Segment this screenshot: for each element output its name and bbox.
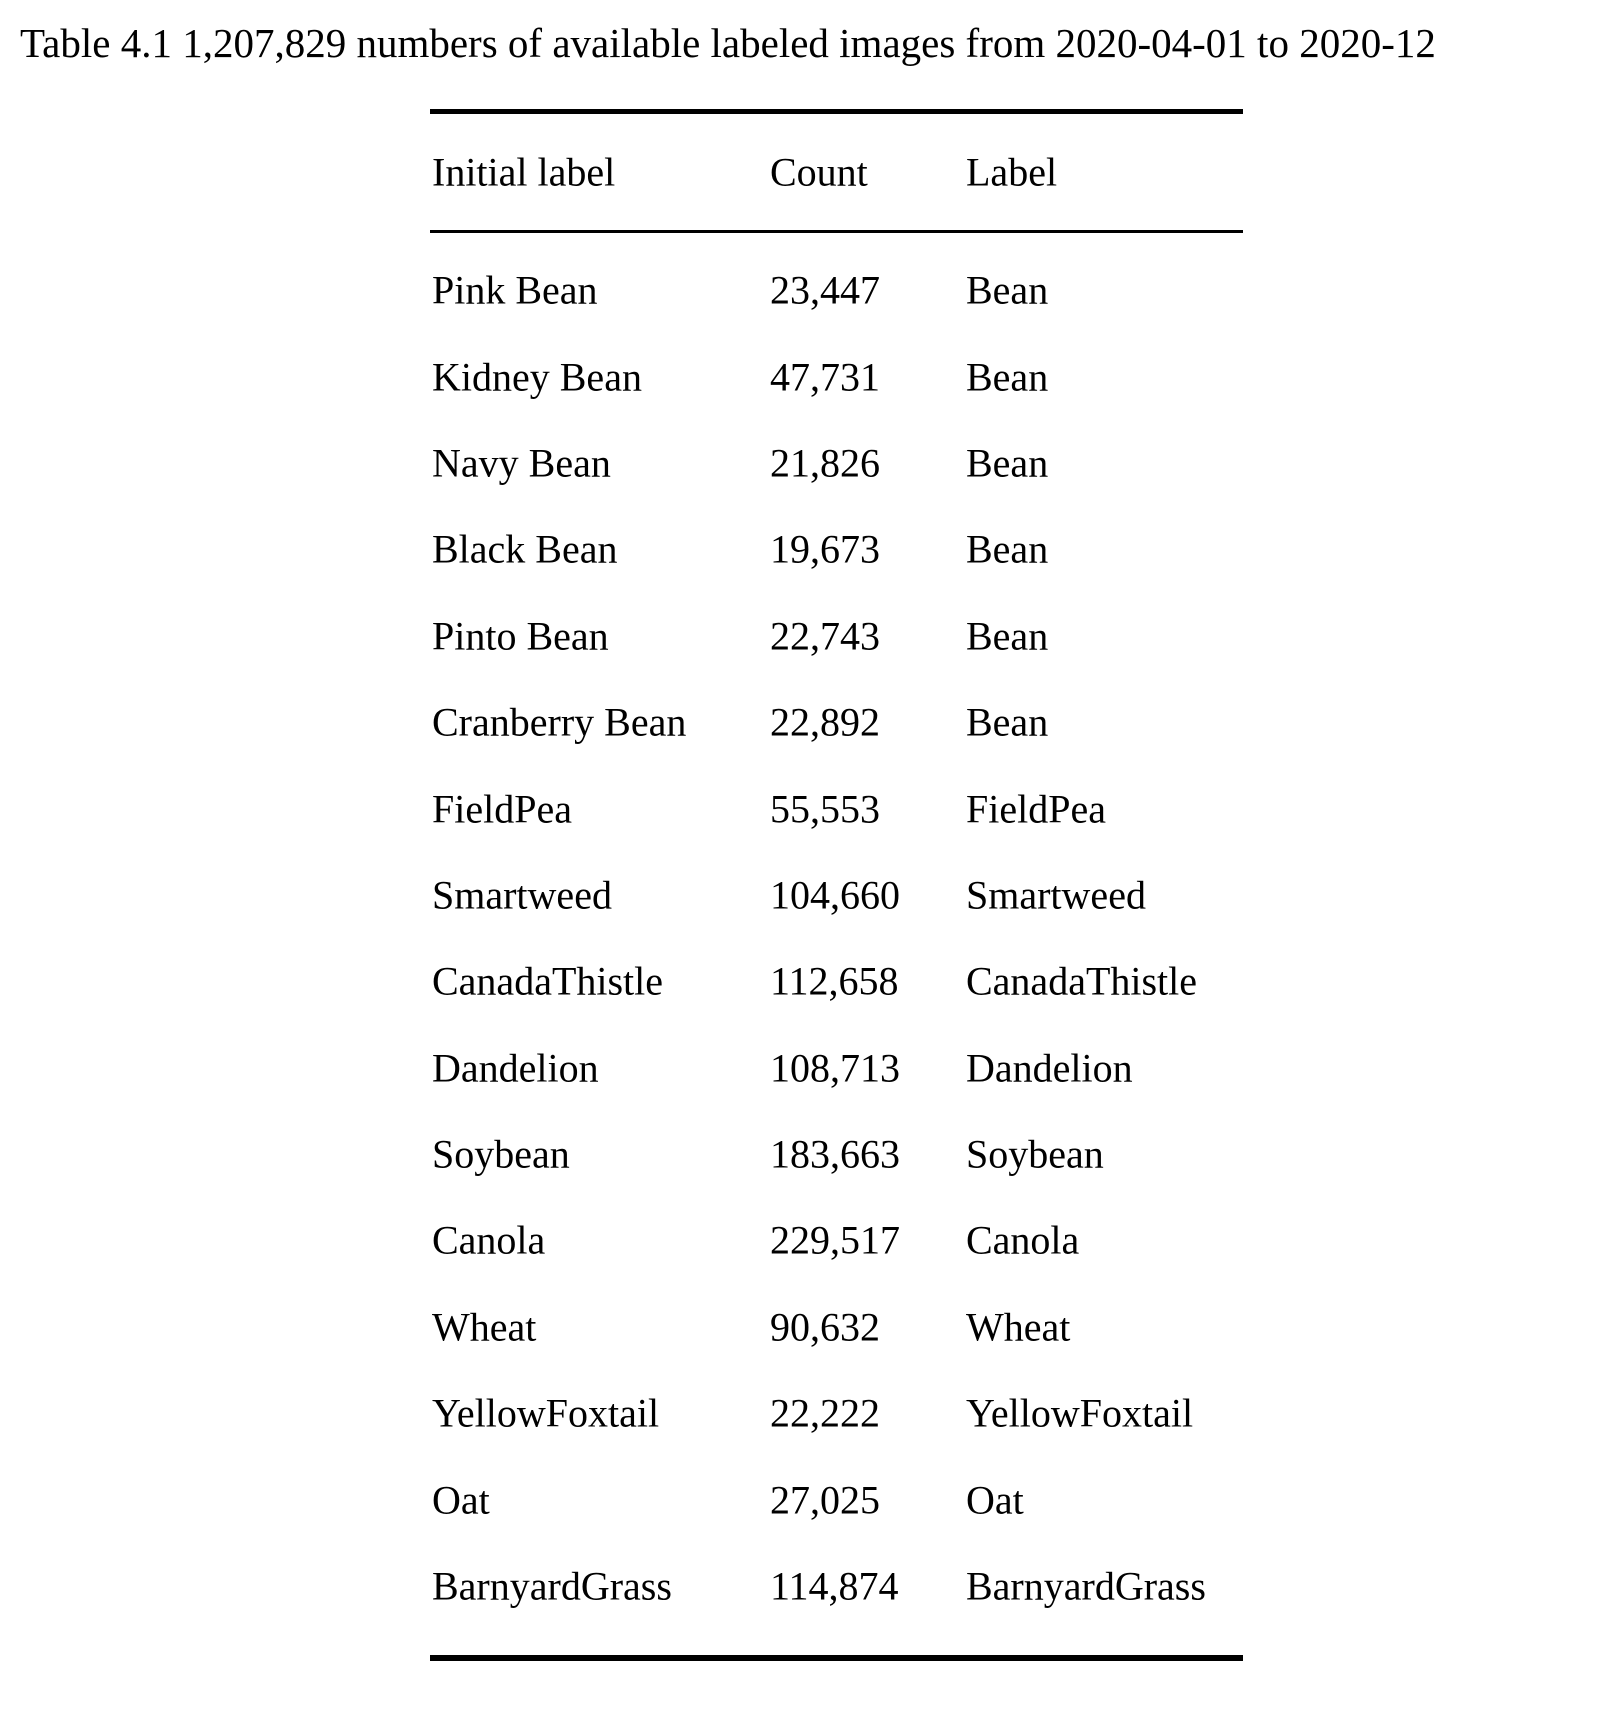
data-table [430, 109, 1243, 1661]
table-bottom-rule [430, 1655, 1243, 1661]
cell-count: 114,874 [770, 1563, 899, 1609]
cell-label: YellowFoxtail [966, 1390, 1194, 1436]
cell-label: Dandelion [966, 1045, 1133, 1091]
cell-count: 47,731 [770, 354, 880, 400]
table-row [430, 679, 1243, 765]
cell-count: 55,553 [770, 786, 880, 832]
cell-label: Bean [966, 440, 1049, 486]
cell-label: Bean [966, 354, 1049, 400]
cell-label: FieldPea [966, 786, 1106, 832]
cell-label: Soybean [966, 1131, 1104, 1177]
cell-label: Bean [966, 613, 1049, 659]
cell-label: Bean [966, 267, 1049, 313]
table-row [430, 1025, 1243, 1111]
table-row [430, 938, 1243, 1024]
cell-initial-label: Navy Bean [432, 440, 611, 486]
table-row [430, 1370, 1243, 1456]
table-header-row [430, 114, 1243, 230]
table-caption: Table 4.1 1,207,829 numbers of available labeled images from 2020-04-01 to 2020-12 [20, 20, 1436, 66]
cell-count: 21,826 [770, 440, 880, 486]
cell-count: 183,663 [770, 1131, 900, 1177]
cell-count: 90,632 [770, 1304, 880, 1350]
cell-initial-label: Canola [432, 1217, 546, 1263]
cell-initial-label: Black Bean [432, 526, 618, 572]
cell-label: Oat [966, 1477, 1024, 1523]
cell-initial-label: Soybean [432, 1131, 570, 1177]
column-header-label: Label [966, 149, 1058, 195]
table-row [430, 247, 1243, 333]
cell-initial-label: Kidney Bean [432, 354, 642, 400]
table-row [430, 1284, 1243, 1370]
table-row [430, 593, 1243, 679]
cell-label: Bean [966, 526, 1049, 572]
table-row [430, 1456, 1243, 1542]
table-row [430, 1111, 1243, 1197]
table-row [430, 765, 1243, 851]
cell-count: 22,743 [770, 613, 880, 659]
cell-label: Wheat [966, 1304, 1071, 1350]
cell-label: BarnyardGrass [966, 1563, 1206, 1609]
cell-initial-label: Cranberry Bean [432, 699, 687, 745]
cell-count: 229,517 [770, 1217, 900, 1263]
cell-count: 27,025 [770, 1477, 880, 1523]
cell-count: 104,660 [770, 872, 900, 918]
table-row [430, 1543, 1243, 1629]
cell-initial-label: Oat [432, 1477, 490, 1523]
cell-count: 19,673 [770, 526, 880, 572]
cell-count: 23,447 [770, 267, 880, 313]
cell-label: Bean [966, 699, 1049, 745]
table-row [430, 420, 1243, 506]
column-header-count: Count [770, 149, 868, 195]
cell-count: 112,658 [770, 958, 899, 1004]
cell-initial-label: Pinto Bean [432, 613, 609, 659]
cell-initial-label: Wheat [432, 1304, 537, 1350]
cell-initial-label: Smartweed [432, 872, 612, 918]
cell-count: 22,892 [770, 699, 880, 745]
cell-count: 22,222 [770, 1390, 880, 1436]
cell-initial-label: BarnyardGrass [432, 1563, 672, 1609]
cell-initial-label: FieldPea [432, 786, 572, 832]
table-body [430, 233, 1243, 1655]
cell-label: Smartweed [966, 872, 1146, 918]
cell-initial-label: CanadaThistle [432, 958, 664, 1004]
cell-initial-label: YellowFoxtail [432, 1390, 660, 1436]
cell-label: CanadaThistle [966, 958, 1198, 1004]
column-header-initial-label: Initial label [432, 149, 616, 195]
cell-initial-label: Dandelion [432, 1045, 599, 1091]
cell-initial-label: Pink Bean [432, 267, 598, 313]
table-row [430, 506, 1243, 592]
table-row [430, 1197, 1243, 1283]
table-row [430, 852, 1243, 938]
table-row [430, 333, 1243, 419]
cell-label: Canola [966, 1217, 1080, 1263]
cell-count: 108,713 [770, 1045, 900, 1091]
